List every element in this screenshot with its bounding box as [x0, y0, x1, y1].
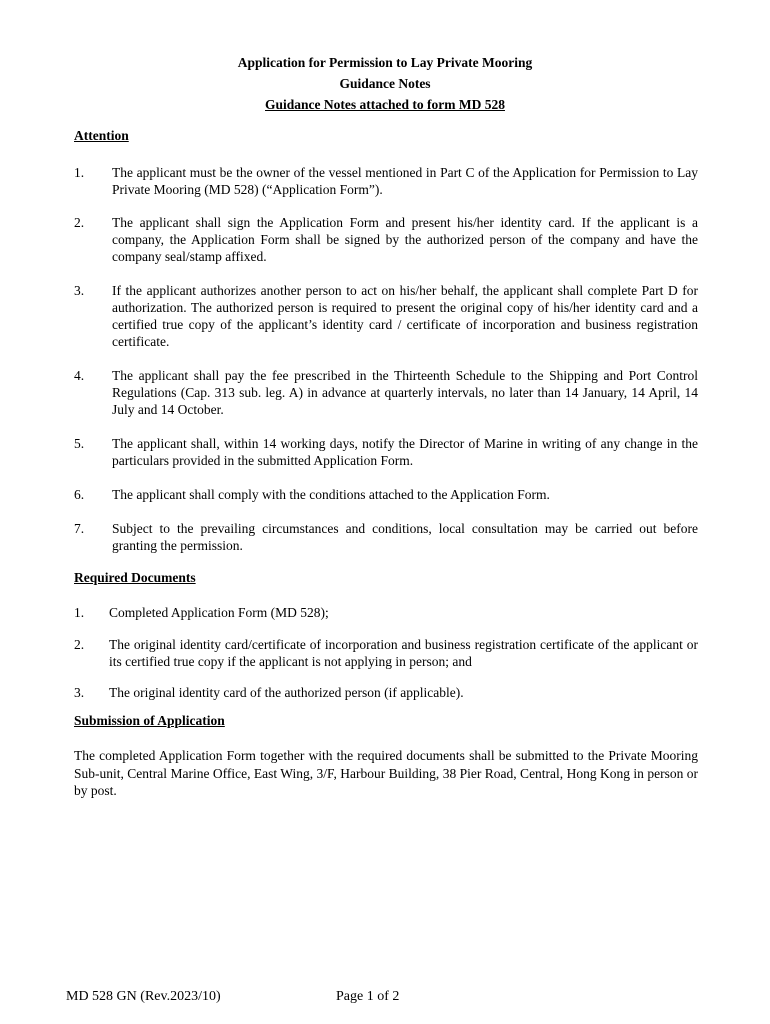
required-documents-heading: Required Documents — [74, 570, 196, 585]
item-text: The applicant shall pay the fee prescribed in the Thirteenth Schedule to the Shipping and Port Control Regulations (Cap. 313 sub. leg. A) in advance at quarterly intervals, no later than 14 January, 14 April, 14 July and 14 October. — [112, 368, 698, 417]
attention-item-7 — [74, 520, 698, 554]
attention-item-2 — [74, 214, 698, 265]
form-reference: Guidance Notes attached to form MD 528 — [265, 97, 505, 112]
document-header — [0, 52, 770, 115]
attention-item-6 — [74, 486, 698, 503]
item-text: Completed Application Form (MD 528); — [109, 605, 329, 620]
required-item-3 — [74, 684, 698, 701]
item-number: 5. — [74, 436, 85, 451]
attention-item-1 — [74, 164, 698, 198]
item-text: The original identity card of the authorized person (if applicable). — [109, 685, 464, 700]
attention-item-3 — [74, 282, 698, 350]
attention-heading: Attention — [74, 128, 129, 143]
item-text: The applicant shall, within 14 working days, notify the Director of Marine in writing of any change in the particulars provided in the submitted Application Form. — [112, 436, 698, 468]
item-number: 1. — [74, 165, 85, 180]
item-text: The applicant shall sign the Application Form and present his/her identity card. If the applicant is a company, the Application Form shall be signed by the authorized person of the company and have the company seal/stamp affixed. — [112, 215, 698, 264]
page-number: Page 1 of 2 — [336, 989, 400, 1004]
attention-item-4 — [74, 367, 698, 418]
item-number: 3. — [74, 283, 85, 298]
item-text: Subject to the prevailing circumstances and conditions, local consultation may be carried out before granting the permission. — [112, 521, 698, 553]
item-number: 3. — [74, 685, 85, 700]
attention-item-5 — [74, 435, 698, 469]
item-number: 4. — [74, 368, 85, 383]
item-text: The applicant must be the owner of the vessel mentioned in Part C of the Application for Permission to Lay Private Mooring (MD 528) (“Application Form”). — [112, 165, 698, 197]
item-text: The original identity card/certificate of incorporation and business registration certificate of the applicant or its certified true copy if the applicant is not applying in person; and — [109, 637, 698, 669]
item-number: 6. — [74, 487, 85, 502]
form-code: MD 528 GN (Rev.2023/10) — [66, 989, 221, 1004]
document-subtitle: Guidance Notes — [339, 76, 431, 91]
item-text: The applicant shall comply with the conditions attached to the Application Form. — [112, 487, 550, 502]
item-number: 2. — [74, 637, 85, 652]
required-item-1 — [74, 604, 698, 621]
item-number: 7. — [74, 521, 85, 536]
item-text: If the applicant authorizes another person to act on his/her behalf, the applicant shall complete Part D for authorization. The authorized person is required to present the original copy of his/her identity card and a certified true copy of the applicant’s identity card / certificate of incorporation and business registration certificate. — [112, 283, 698, 349]
submission-heading: Submission of Application — [74, 713, 225, 728]
required-item-2 — [74, 636, 698, 670]
item-number: 2. — [74, 215, 85, 230]
document-title: Application for Permission to Lay Private Mooring — [237, 55, 533, 70]
item-number: 1. — [74, 605, 85, 620]
submission-text: The completed Application Form together with the required documents shall be submitted to the Private Mooring Sub-unit, Central Marine Office, East Wing, 3/F, Harbour Building, 38 Pier Road, Central, Hong Kong in person or by post. — [74, 748, 698, 798]
